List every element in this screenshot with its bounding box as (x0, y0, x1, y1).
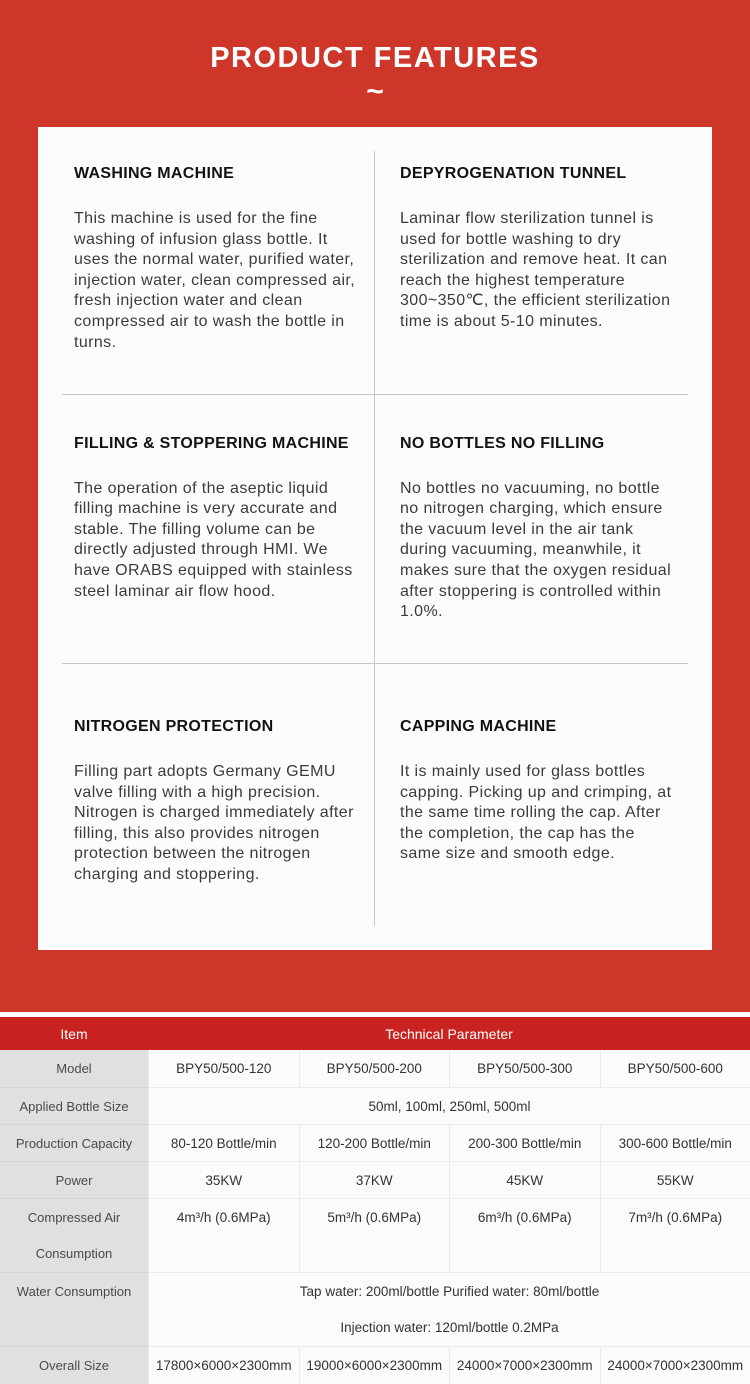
features-grid (62, 151, 688, 926)
power-value: 45KW (449, 1161, 600, 1198)
empty-cell (148, 1235, 299, 1272)
feature-washing-machine (62, 151, 375, 395)
feature-title: WASHING MACHINE (74, 165, 235, 182)
model-value: BPY50/500-600 (600, 1050, 750, 1087)
feature-capping-machine (375, 664, 688, 926)
compressed-air-value: 6m³/h (0.6MPa) (449, 1198, 600, 1235)
row-label-applied-bottle-size: Applied Bottle Size (0, 1087, 148, 1124)
row-label-production-capacity: Production Capacity (0, 1124, 148, 1161)
compressed-air-value: 5m³/h (0.6MPa) (299, 1198, 450, 1235)
compressed-air-value: 4m³/h (0.6MPa) (148, 1198, 299, 1235)
feature-body: Laminar flow sterilization tunnel is used for bottle washing to dry sterilization and remove heat. It can reach the highest temperature 300~350℃, the efficient sterilization time is about 5-10 minutes. (400, 210, 671, 330)
technical-parameter-table (0, 1017, 750, 1384)
feature-body: This machine is used for the fine washing of infusion glass bottle. It uses the normal water, purified water, injection water, clean compressed air, fresh injection water and clean compressed air to wash the bottle in turns. (74, 210, 356, 351)
production-capacity-value: 120-200 Bottle/min (299, 1124, 450, 1161)
production-capacity-value: 200-300 Bottle/min (449, 1124, 600, 1161)
overall-size-value: 19000×6000×2300mm (299, 1346, 450, 1384)
model-value: BPY50/500-120 (148, 1050, 299, 1087)
row-label-compressed-air: Compressed Air (0, 1198, 148, 1235)
tilde-decoration: ~ (366, 75, 384, 108)
feature-filling-stoppering (62, 395, 375, 665)
feature-body: No bottles no vacuuming, no bottle no nitrogen charging, which ensure the vacuum level in the air tank during vacuuming, meanwhile, it makes sure that the oxygen residual after stoppering is controlled within 1.0%. (400, 479, 672, 621)
model-value: BPY50/500-200 (299, 1050, 450, 1087)
overall-size-value: 24000×7000×2300mm (600, 1346, 750, 1384)
row-label-consumption: Consumption (0, 1235, 148, 1272)
feature-body: It is mainly used for glass bottles capping. Picking up and crimping, at the same time rolling the cap. After the completion, the cap has the same size and smooth edge. (400, 763, 672, 863)
row-label-model: Model (0, 1050, 148, 1087)
model-value: BPY50/500-300 (449, 1050, 600, 1087)
feature-body: Filling part adopts Germany GEMU valve filling with a high precision. Nitrogen is charged immediately after filling, this also provides nitrogen protection between the nitrogen charging and stoppering. (74, 763, 354, 884)
row-label-overall-size: Overall Size (0, 1346, 148, 1384)
feature-nitrogen-protection (62, 664, 375, 926)
power-value: 55KW (600, 1161, 750, 1198)
compressed-air-value: 7m³/h (0.6MPa) (600, 1198, 750, 1235)
water-consumption-value-2: Injection water: 120ml/bottle 0.2MPa (148, 1309, 750, 1346)
page-title: PRODUCT FEATURES (210, 42, 540, 74)
row-label-empty (0, 1309, 148, 1346)
production-capacity-value: 300-600 Bottle/min (600, 1124, 750, 1161)
row-label-water-consumption: Water Consumption (0, 1272, 148, 1309)
power-value: 35KW (148, 1161, 299, 1198)
feature-title: DEPYROGENATION TUNNEL (400, 165, 627, 182)
feature-title: CAPPING MACHINE (400, 718, 557, 736)
feature-depyrogenation-tunnel (375, 151, 688, 395)
empty-cell (299, 1235, 450, 1272)
applied-bottle-size-value: 50ml, 100ml, 250ml, 500ml (148, 1087, 750, 1124)
row-label-power: Power (0, 1161, 148, 1198)
feature-title: NITROGEN PROTECTION (74, 718, 274, 736)
power-value: 37KW (299, 1161, 450, 1198)
water-consumption-value: Tap water: 200ml/bottle Purified water: 80ml/bottle (148, 1272, 750, 1309)
feature-title: NO BOTTLES NO FILLING (400, 434, 605, 452)
empty-cell (600, 1235, 750, 1272)
feature-no-bottles-no-filling (375, 395, 688, 665)
production-capacity-value: 80-120 Bottle/min (148, 1124, 299, 1161)
feature-title: FILLING & STOPPERING MACHINE (74, 434, 349, 452)
empty-cell (449, 1235, 600, 1272)
features-card (38, 127, 712, 950)
table-header-item: Item (0, 1017, 148, 1050)
overall-size-value: 24000×7000×2300mm (449, 1346, 600, 1384)
table-header-technical-parameter: Technical Parameter (148, 1017, 750, 1050)
feature-body: The operation of the aseptic liquid filling machine is very accurate and stable. The filling volume can be directly adjusted through HMI. We have ORABS equipped with stainless steel laminar air flow hood. (74, 479, 353, 600)
overall-size-value: 17800×6000×2300mm (148, 1346, 299, 1384)
hero-header (0, 0, 750, 108)
